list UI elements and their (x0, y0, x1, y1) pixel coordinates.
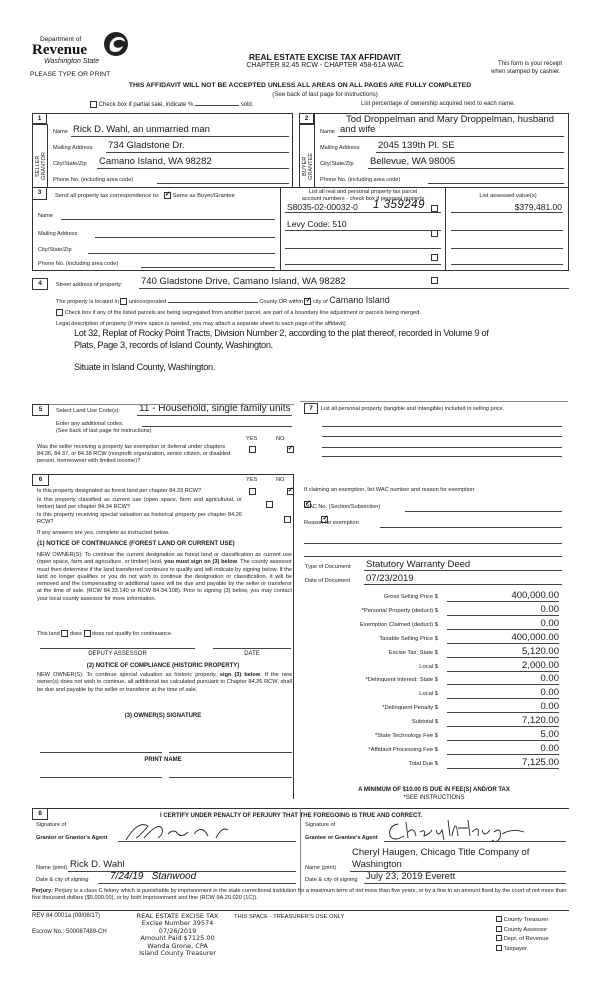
no-header: NO (276, 477, 285, 483)
this-land-label: This land (37, 630, 60, 637)
notice-continuance-text: NEW OWNER(S): To continue the current designation as forest land or classification as current use (open space, farm and agriculture, or timber) land, you must sign on (3) below. The county assessor must then determine if the land transferred continues to qualify and will indicate by signing below. If the land no longer qualifies or you do not wish to continue the designation or classification, it will be removed and the compensating or additional taxes will be due and payable by the seller or transferor at the time of sale. (RCW 84.33.140 or RCW 84.34.108). Prior to signing (3) below, you may contact your local county assessor for more information. (37, 552, 292, 602)
buyer-name-value-2[interactable]: and wife (340, 124, 376, 135)
grantee-date-label: Date & city of signing (305, 877, 358, 883)
reason-label: Reason for exemption (304, 520, 359, 526)
city-of-value[interactable]: Camano Island (329, 295, 390, 305)
historical-yes-checkbox[interactable] (284, 516, 291, 523)
buyer-phone-label: Phone No. (including area code) (320, 177, 401, 183)
revenue-wordmark: Revenue (32, 42, 87, 58)
doc-type-label: Type of Document (305, 564, 351, 570)
exemption-question: Was the seller receiving a property tax exemption or deferral under chapters 84.36, 84.37, or 84.38 RCW (nonprofit organization, senior citizen, or disabled person, homeowner with limited income)? (37, 444, 231, 464)
seller-city-label: City/State/Zip (53, 161, 87, 167)
grantor-signature[interactable] (118, 816, 248, 844)
notice-compliance-text: NEW OWNER(S): To continue special valuation as historic property, sign (3) below. If the new owner(s) does not wish to continue, all additional tax calculated pursuant to Chapter 84.26 RCW, shall be due and payable by the seller or transferor at the time of sale. (37, 672, 292, 693)
seller-grantor-label: SELLER GRANTOR (35, 152, 47, 180)
total-row-label: *Affidavit Processing Fee $ (368, 747, 438, 753)
copy-dept-revenue: Dept. of Revenue (496, 935, 549, 945)
section-5-land-use (32, 404, 294, 474)
see-back-note: (See back of last page for instructions) (272, 91, 378, 98)
grantee-name-label: Name (print) (305, 865, 337, 871)
correspondence-label: Send all property tax correspondence to: (55, 193, 160, 200)
seller-address-label: Mailing Address (53, 145, 93, 151)
legal-description-label: Legal description of property (if more space is needed, you may attach a separate sheet to each page of the affidavit) (56, 321, 346, 327)
owner-signature-line-2[interactable] (169, 752, 292, 753)
notice-compliance-title: (2) NOTICE OF COMPLIANCE (HISTORIC PROPERTY) (86, 663, 240, 669)
city-of-label: city of (313, 299, 328, 305)
total-row-value[interactable]: 400,000.00 (511, 590, 559, 601)
section-6-number: 6 (32, 474, 49, 486)
total-row-value[interactable]: 0.00 (540, 743, 559, 754)
acceptance-warning: THIS AFFIDAVIT WILL NOT BE ACCEPTED UNLESS ALL AREAS ON ALL PAGES ARE FULLY COMPLETED (128, 82, 472, 89)
dept-of-label: Department of (40, 36, 82, 43)
total-row-line (447, 754, 559, 755)
see-instructions-note: *SEE INSTRUCTIONS (403, 795, 465, 801)
county-or-within-label: County OR within (259, 299, 303, 305)
no-header: NO (276, 436, 285, 442)
total-row-value[interactable]: 0.00 (540, 687, 559, 698)
total-row-value[interactable]: 2,000.00 (522, 660, 559, 671)
assessed-header: List assessed value(s) (479, 193, 537, 199)
forest-no-checkbox[interactable] (287, 488, 294, 495)
buyer-name-label: Name (320, 129, 335, 135)
washington-state-label: Washington State (44, 58, 100, 65)
grantee-sig-label-1: Signature of (305, 822, 336, 828)
taxpayer-checkbox[interactable] (496, 945, 502, 951)
please-type-label: PLEASE TYPE OR PRINT (30, 71, 111, 78)
section-3-number: 3 (32, 187, 47, 200)
total-row-label: Gross Selling Price $ (383, 594, 438, 600)
copy-distribution (496, 916, 549, 954)
notice-continuance-title: (1) NOTICE OF CONTINUANCE (FOREST LAND OR CURRENT USE) (37, 540, 235, 547)
partial-sale-checkbox[interactable] (90, 101, 97, 108)
county-treasurer-checkbox[interactable] (496, 916, 502, 922)
section-1-seller (32, 113, 293, 188)
treasurer-use-label: THIS SPACE - TREASURER'S USE ONLY (234, 914, 345, 920)
assessed-value[interactable]: $379,481.00 (514, 202, 562, 212)
segregated-checkbox[interactable] (56, 309, 63, 316)
located-in-label: The property is located in (56, 299, 119, 305)
personal-property-line[interactable] (322, 436, 562, 437)
total-row-label: Total Due $ (408, 761, 438, 767)
buyer-city-value[interactable]: Bellevue, WA 98005 (370, 156, 456, 167)
treasurer-stamp: REAL ESTATE EXCISE TAX Excise Number 39574 07/26/2019 Amount Paid $7125.00 Wanda Grone, CPA Island County Treasurer (136, 912, 219, 958)
corr-city-label: City/State/Zip (38, 247, 72, 253)
total-row-value[interactable]: 7,120.00 (522, 715, 559, 726)
grantor-name-label: Name (print) (36, 865, 68, 871)
print-name-line-2[interactable] (169, 777, 292, 778)
owner-signature-line-1[interactable] (40, 752, 162, 753)
total-row-value[interactable]: 0.00 (540, 618, 559, 629)
copy-taxpayer: Taxpayer (496, 945, 549, 955)
owner-signature-title: (3) OWNER(S) SIGNATURE (124, 713, 202, 719)
section-5-number: 5 (32, 404, 49, 416)
receipt-note-1: This form is your receipt (498, 61, 563, 67)
total-row-label: Local $ (419, 664, 438, 670)
corr-name-label: Name (38, 213, 53, 219)
seller-name-label: Name (53, 129, 68, 135)
does-not-label: does not qualify for continuance. (92, 630, 173, 637)
parcel-handwritten-number: 1 359249 (373, 199, 425, 211)
parcel-number[interactable]: S8035-02-00032-0 (287, 202, 358, 212)
perjury-notice: Perjury: Perjury is a class C felony which is punishable by imprisonment in the state correctional institution for a maximum term of not more than five years, or by a fine in an amount fixed by the court of not more than five thousand dollars ($5,000.00), or by both imprisonment and fine (RCW 9A.20.020 (1C)). (32, 888, 567, 902)
section-2-buyer (299, 113, 569, 188)
parcel-number-field[interactable] (285, 264, 441, 265)
grantee-date-value[interactable]: July 23, 2019 Everett (366, 871, 456, 882)
doc-date-label: Date of Document (305, 578, 351, 584)
deputy-assessor-label: DEPUTY ASSESSOR (88, 651, 147, 657)
form-title: REAL ESTATE EXCISE TAX AFFIDAVIT (249, 52, 401, 62)
grantee-sig-label-2: Grantee or Grantee's Agent (305, 835, 378, 841)
total-row-line (447, 629, 559, 630)
total-row-value[interactable]: 5.00 (540, 729, 559, 740)
personal-property-line[interactable] (322, 456, 562, 457)
land-use-label: Select Land Use Code(s): (56, 408, 121, 414)
seller-phone-field[interactable] (157, 183, 289, 184)
personal-property-label: List all personal property (tangible and intangible) included in selling price. (321, 406, 505, 412)
reason-field[interactable] (380, 527, 562, 528)
section-3-correspondence (32, 187, 569, 271)
form-subtitle: CHAPTER 82.45 RCW - CHAPTER 458-61A WAC (246, 62, 404, 69)
does-not-qualify-checkbox[interactable] (84, 630, 91, 637)
total-row-label: Excise Tax: State $ (388, 650, 438, 656)
seller-name-value[interactable]: Rick D. Wahl, an unmarried man (73, 124, 210, 135)
grantee-name-value-2[interactable]: Washington (352, 859, 402, 870)
qualifies-checkbox[interactable] (61, 630, 68, 637)
assessed-value-field[interactable] (451, 264, 563, 265)
date-label: DATE (244, 651, 260, 657)
buyer-name-value-1[interactable]: Tod Droppelman and Mary Droppelman, husband (346, 114, 555, 125)
total-row-label: *Personal Property (deduct) $ (361, 608, 438, 614)
partial-sale-row (90, 101, 253, 108)
total-row-label: *Delinquent Interest: State $ (365, 677, 438, 683)
city-of-checkbox[interactable] (304, 298, 311, 305)
total-row-value[interactable]: 5,120.00 (522, 646, 559, 657)
total-row-line (447, 615, 559, 616)
county-assessor-checkbox[interactable] (496, 926, 502, 932)
current-use-yes-checkbox[interactable] (266, 501, 273, 508)
grantee-name-value-1[interactable]: Cheryl Haugen, Chicago Title Company of (352, 847, 530, 858)
personal-property-checkbox[interactable] (431, 230, 438, 237)
seller-city-value[interactable]: Camano Island, WA 98282 (99, 156, 212, 167)
segregated-label: Check box if any of the listed parcels are being segregated from another parcel, are part of a boundary line adjustment or parcels being merged. (64, 309, 421, 316)
land-use-value[interactable]: 11 - Household, single family units (139, 403, 291, 414)
dor-swirl-icon (102, 30, 130, 58)
buyer-address-label: Mailing Address (320, 145, 360, 151)
assessor-date-line[interactable] (213, 648, 291, 649)
same-as-buyer-checkbox[interactable] (164, 192, 171, 199)
buyer-city-label: City/State/Zip (320, 161, 354, 167)
grantee-signature[interactable] (384, 814, 544, 844)
exemption-no-checkbox[interactable] (287, 446, 294, 453)
same-as-buyer-label: Same as Buyer/Grantee (172, 193, 235, 200)
print-name-line-1[interactable] (40, 777, 162, 778)
forest-yes-checkbox[interactable] (249, 488, 256, 495)
sold-label: sold. (240, 102, 254, 109)
print-name-label: PRINT NAME (144, 757, 182, 763)
total-row-line (447, 768, 559, 769)
wac-field[interactable] (405, 511, 562, 512)
doc-type-value[interactable]: Statutory Warranty Deed (366, 559, 471, 570)
unincorporated-label: unincorporated (128, 299, 167, 305)
grantor-sig-label-1: Signature of (36, 822, 67, 828)
total-row-label: Exemption Claimed (deduct) $ (360, 622, 438, 628)
total-row-value[interactable]: 0.00 (540, 604, 559, 615)
assessed-value-field[interactable] (451, 248, 563, 249)
buyer-address-value[interactable]: 2045 139th Pl. SE (378, 140, 455, 151)
corr-address-field[interactable] (95, 237, 275, 238)
escrow-number: Escrow No.: 500087489-CH (32, 929, 107, 935)
legal-description[interactable]: Lot 32, Replat of Rocky Point Tracts, Division Number 2, according to the plat thereof, recorded in Volume 9 of Plats, Page 3, records of Island County, Washington. Situate in Island County, Washington. (74, 328, 489, 372)
if-yes-note: If any answers are yes, complete as instructed below. (37, 530, 170, 536)
corr-phone-field[interactable] (141, 267, 275, 268)
exemption-yes-checkbox[interactable] (249, 446, 256, 453)
total-row-line (447, 726, 559, 727)
total-row-line (447, 657, 559, 658)
grantor-date-value[interactable]: 7/24/19 Stanwood (110, 871, 197, 882)
reason-field-2[interactable] (304, 543, 562, 544)
partial-sale-label: Check box if partial sale, indicate % (98, 102, 194, 109)
buyer-grantee-label: BUYER GRANTEE (302, 152, 314, 180)
total-row-label: *State Technology Fee $ (374, 733, 438, 739)
total-row-label: Local $ (419, 691, 438, 697)
buyer-phone-field[interactable] (428, 183, 564, 184)
dept-revenue-checkbox[interactable] (496, 935, 502, 941)
assessed-value-field[interactable] (451, 230, 563, 231)
additional-codes-label: Enter any additional codes: (56, 421, 124, 427)
deputy-assessor-sig-line[interactable] (40, 648, 195, 649)
parcel-number[interactable]: Levy Code: 510 (287, 219, 347, 229)
corr-address-label: Mailing Address (38, 231, 78, 237)
partial-percent-field[interactable] (195, 105, 239, 106)
section-4-number: 4 (32, 278, 48, 290)
personal-property-line[interactable] (322, 447, 562, 448)
section-2-number: 2 (299, 113, 314, 124)
doc-date-value[interactable]: 07/23/2019 (366, 573, 414, 584)
section-7-number: 7 (304, 403, 318, 414)
current-use-question: Is this property classified as current use (open space, farm and agricultural, or timber) land per chapter 84.34 RCW? (37, 497, 242, 511)
grantor-name-value[interactable]: Rick D. Wahl (70, 859, 125, 870)
total-row-value[interactable]: 0.00 (540, 701, 559, 712)
corr-phone-label: Phone No. (including area code) (38, 261, 119, 267)
street-address-value[interactable]: 740 Gladstone Drive, Camano Island, WA 98282 (141, 276, 346, 287)
section-8-number: 8 (32, 808, 48, 820)
corr-city-field[interactable] (88, 253, 275, 254)
additional-codes-field[interactable] (142, 426, 292, 427)
personal-property-checkbox[interactable] (431, 277, 438, 284)
seller-address-value[interactable]: 734 Gladstone Dr. (108, 140, 185, 151)
land-use-see-back: (See back of last page for instructions) (56, 428, 152, 434)
street-address-label: Street address of property: (56, 282, 123, 288)
yes-header: YES (246, 436, 258, 442)
receipt-note-2: when stamped by cashier. (491, 69, 561, 75)
personal-property-line[interactable] (322, 426, 562, 427)
yes-header: YES (246, 477, 258, 483)
grantor-sig-label-2: Grantor or Grantor's Agent (36, 835, 108, 841)
seller-phone-label: Phone No. (including area code) (53, 177, 134, 183)
grantor-date-label: Date & city of signing (36, 877, 89, 883)
copy-county-treasurer: County Treasurer (496, 916, 549, 926)
minimum-due-note: A MINIMUM OF $10.00 IS DUE IN FEE(S) AND/OR TAX (358, 787, 510, 793)
total-row-label: *Delinquent Penalty $ (382, 705, 438, 711)
total-row-label: Subtotal $ (411, 719, 438, 725)
total-row-line (447, 601, 559, 602)
does-label: does (69, 630, 82, 637)
total-row-value[interactable]: 7,125.00 (522, 757, 559, 768)
ownership-note: List percentage of ownership acquired next to each name. (361, 101, 516, 107)
county-field[interactable] (168, 302, 258, 303)
total-row-line (447, 740, 559, 741)
wac-label: WAC No. (Section/Subsection) (304, 504, 381, 510)
total-row-line (447, 643, 559, 644)
forest-land-question: Is this property designated as forest land per chapter 84.33 RCW? (37, 488, 202, 494)
historical-question: Is this property receiving special valuation as historical property per chapter 84.26 RCW? (37, 512, 242, 526)
personal-property-checkbox[interactable] (431, 205, 438, 212)
total-row-label: Taxable Selling Price $ (379, 636, 438, 642)
corr-name-field[interactable] (61, 219, 275, 220)
total-row-line (447, 684, 559, 685)
exemption-claim-label: If claiming an exemption, list WAC number and reason for exemption: (304, 487, 476, 493)
section-6-special-valuation (32, 474, 294, 799)
form-number: REV 84 0001a (09/06/17) (32, 913, 101, 919)
unincorporated-checkbox[interactable] (120, 298, 127, 305)
total-row-line (447, 671, 559, 672)
total-row-value[interactable]: 400,000.00 (511, 632, 559, 643)
parcel-header: List all real and personal property tax parcel account numbers - check box if personal property (301, 189, 425, 202)
total-row-line (447, 712, 559, 713)
total-row-value[interactable]: 0.00 (540, 673, 559, 684)
personal-property-checkbox[interactable] (431, 254, 438, 261)
copy-county-assessor: County Assessor (496, 926, 549, 936)
section-1-number: 1 (32, 113, 47, 124)
parcel-number-field[interactable] (285, 248, 441, 249)
total-row-line (447, 698, 559, 699)
perjury-certification: I CERTIFY UNDER PENALTY OF PERJURY THAT THE FOREGOING IS TRUE AND CORRECT. (160, 813, 423, 819)
dor-logo (30, 30, 130, 70)
